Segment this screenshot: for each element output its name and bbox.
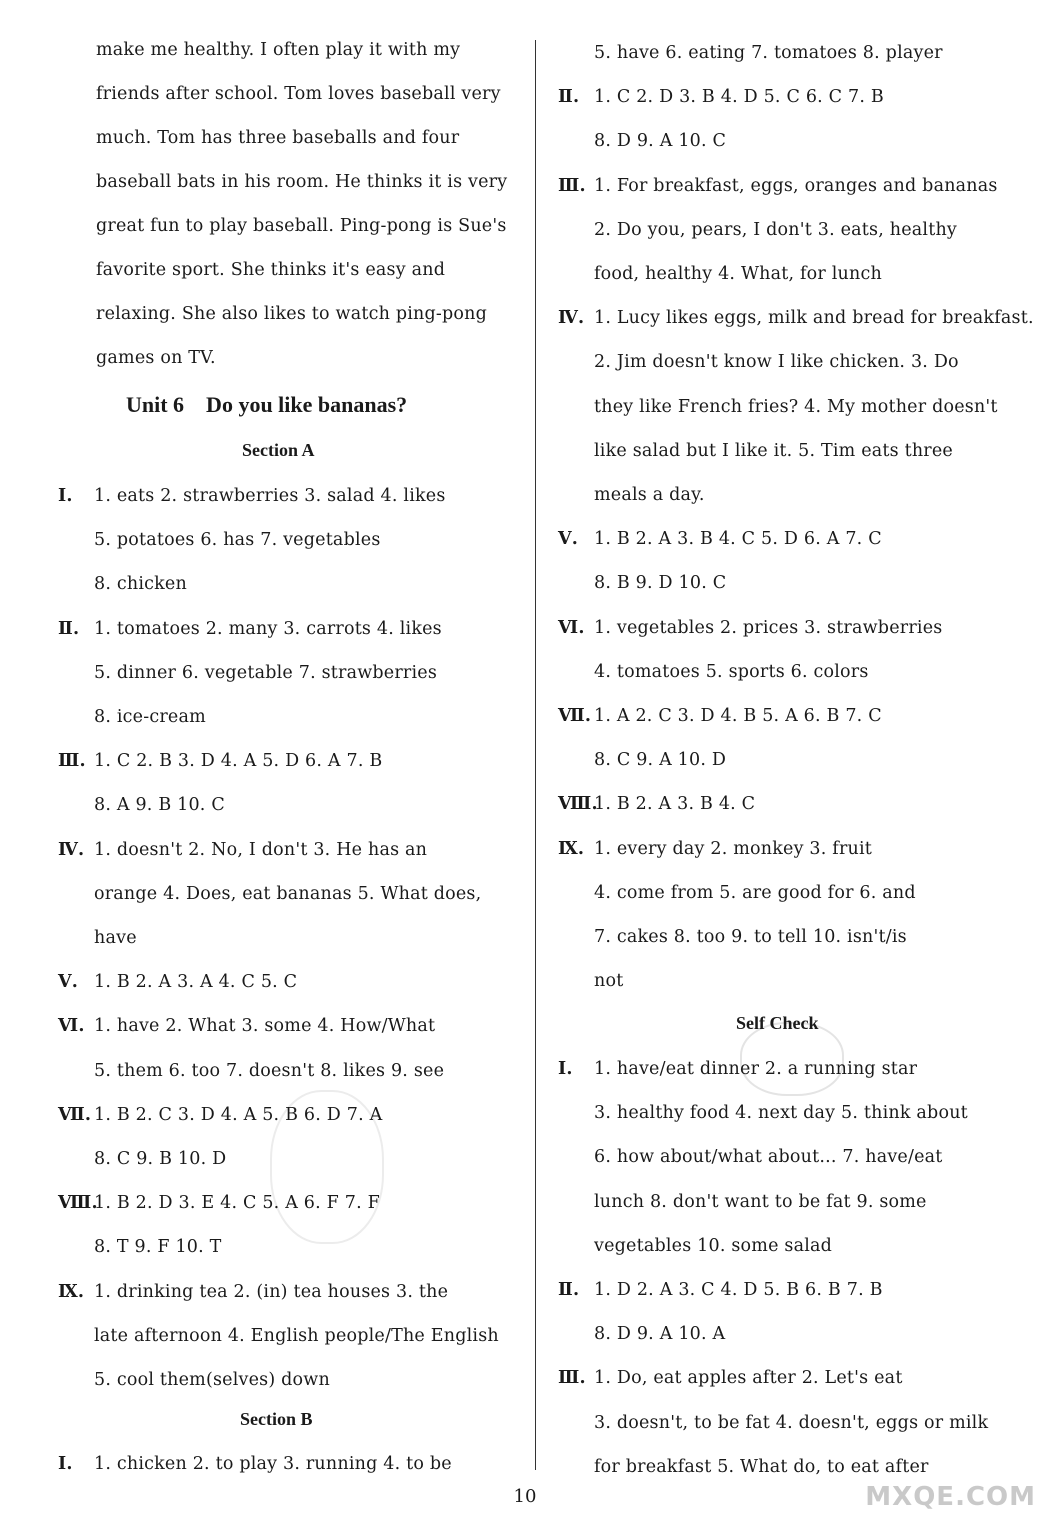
answer-line [558,1278,883,1302]
answer-line [558,616,942,640]
answer-text: like salad but I like it. 5. Tim eats three [594,440,953,461]
answer-text: 5. potatoes 6. has 7. vegetables [94,530,381,551]
exercise-numeral: Ⅱ. [558,87,580,108]
answer-text: 1. C 2. B 3. D 4. A 5. D 6. A 7. B [94,751,383,772]
answer-text: food, healthy 4. What, for lunch [594,264,882,284]
answer-line [558,837,872,861]
answer-line [58,838,427,862]
answer-text: 1. have 2. What 3. some 4. How/What [94,1016,436,1037]
exercise-numeral: Ⅵ. [58,1016,85,1037]
answer-text: 8. A 9. B 10. C [94,795,225,816]
exercise-numeral: Ⅱ. [558,1280,580,1300]
answer-line [58,1280,448,1304]
answer-text: 8. D 9. A 10. C [594,131,727,152]
answer-text: for breakfast 5. What do, to eat after [594,1456,929,1477]
answer-line [58,1235,222,1259]
answer-text: 1. drinking tea 2. (in) tea houses 3. the [94,1281,449,1302]
answer-line [58,661,437,685]
answer-text: 8. C 9. B 10. D [94,1149,227,1169]
answer-text: 8. D 9. A 10. A [594,1324,726,1345]
answer-line [58,617,442,641]
answer-line [558,1455,929,1479]
answer-text: vegetables 10. some salad [594,1235,833,1256]
answer-text: they like French fries? 4. My mother doesn't [594,396,998,417]
answer-text: 2. Do you, pears, I don't 3. eats, healthy [594,219,957,240]
answer-line [58,572,187,596]
answer-line [558,881,916,905]
answer-text: 8. chicken [94,574,187,595]
answer-text: 1. B 2. A 3. B 4. C 5. D 6. A 7. C [594,529,882,550]
answer-text: meals a day. [594,485,705,505]
exercise-numeral: Ⅷ. [558,794,598,815]
answer-line [558,174,998,198]
answer-text: 1. eats 2. strawberries 3. salad 4. likes [94,486,446,506]
answer-text: 1. have/eat dinner 2. a running star [594,1059,918,1079]
exercise-numeral: Ⅷ. [58,1193,98,1214]
answer-line [58,926,137,950]
answer-line [558,1057,917,1081]
answer-line [558,1145,943,1169]
answer-text: 4. come from 5. are good for 6. and [594,882,916,903]
answer-text: 5. cool them(selves) down [94,1370,330,1390]
exercise-numeral: Ⅴ. [58,972,79,993]
answer-line [558,41,943,65]
answer-line [558,395,998,419]
reading-paragraph-line: friends after school. Tom loves baseball very [96,84,501,104]
answer-line [58,484,446,508]
answer-line [558,704,882,728]
exercise-numeral: Ⅱ. [58,618,80,639]
exercise-numeral: Ⅸ. [558,838,585,859]
answer-line [58,793,225,817]
reading-paragraph-line: favorite sport. She thinks it's easy and [96,260,446,280]
answer-text: 1. Do, eat apples after 2. Let's eat [594,1368,903,1389]
answer-line [58,528,381,552]
answer-text: 1. tomatoes 2. many 3. carrots 4. likes [94,618,442,639]
answer-text: 5. have 6. eating 7. tomatoes 8. player [594,43,943,63]
answer-text: 3. doesn't, to be fat 4. doesn't, eggs or milk [594,1412,989,1433]
exercise-numeral: Ⅰ. [58,486,73,506]
answer-line [58,1452,452,1476]
answer-line [558,350,959,374]
answer-line [558,85,884,109]
answer-line [558,1366,903,1390]
answer-text: 1. For breakfast, eggs, oranges and bananas [594,175,998,196]
answer-line [558,129,726,153]
answer-line [558,262,882,286]
answer-text: 8. C 9. A 10. D [594,750,727,771]
answer-text: 6. how about/what about... 7. have/eat [594,1147,943,1168]
exercise-numeral: Ⅲ. [558,175,586,196]
answer-text: 1. vegetables 2. prices 3. strawberries [594,617,943,638]
exercise-numeral: Ⅵ. [558,617,585,638]
reading-paragraph-line: relaxing. She also likes to watch ping-pong [96,304,488,324]
answer-line [558,1234,832,1258]
section-b-heading: Section B [240,1409,313,1429]
answer-text: have [94,928,137,948]
answer-text: 1. doesn't 2. No, I don't 3. He has an [94,839,428,860]
answer-line [558,748,726,772]
exercise-numeral: Ⅲ. [558,1368,586,1389]
unit-title: Unit 6 Do you like bananas? [126,392,408,417]
answer-line [558,571,726,595]
answer-line [558,792,755,816]
answer-line [58,1014,435,1038]
exercise-numeral: Ⅲ. [58,751,86,772]
answer-text: 1. every day 2. monkey 3. fruit [594,838,873,859]
answer-text: 1. B 2. C 3. D 4. A 5. B 6. D 7. A [94,1104,383,1125]
reading-paragraph-line: games on TV. [96,348,216,368]
answer-text: 4. tomatoes 5. sports 6. colors [594,661,869,682]
exercise-numeral: Ⅸ. [58,1281,85,1302]
answer-line [558,1101,968,1125]
answer-text: 5. dinner 6. vegetable 7. strawberries [94,662,438,683]
exercise-numeral: Ⅳ. [558,308,585,329]
answer-text: orange 4. Does, eat bananas 5. What does, [94,883,482,904]
answer-text: 8. T 9. F 10. T [94,1237,222,1258]
answer-line [558,218,957,242]
answer-line [558,483,705,507]
exercise-numeral: Ⅴ. [558,529,579,550]
reading-paragraph-line: baseball bats in his room. He thinks it is very [96,172,508,192]
answer-text: 7. cakes 8. too 9. to tell 10. isn't/is [594,927,907,947]
answer-text: 2. Jim doesn't know I like chicken. 3. Do [594,352,959,373]
answer-text: 1. Lucy likes eggs, milk and bread for breakfast. [594,308,1034,329]
reading-paragraph-line: much. Tom has three baseballs and four [96,128,460,148]
answer-line [58,882,481,906]
answer-line [58,1368,330,1392]
reading-paragraph-line: great fun to play baseball. Ping-pong is Sue's [96,216,507,236]
answer-text: 1. A 2. C 3. D 4. B 5. A 6. B 7. C [594,706,882,726]
answer-line [58,1191,380,1215]
answer-line [58,1324,499,1348]
answer-line [558,527,882,551]
self-check-heading: Self Check [736,1013,819,1033]
answer-text: 1. B 2. D 3. E 4. C 5. A 6. F 7. F [94,1193,380,1214]
answer-line [558,925,907,949]
answer-text: 1. B 2. A 3. A 4. C 5. C [94,972,298,993]
answer-text: 1. B 2. A 3. B 4. C [594,794,756,815]
section-a-heading: Section A [242,440,315,460]
answer-text: 5. them 6. too 7. doesn't 8. likes 9. see [94,1060,445,1081]
answer-line [58,1103,382,1127]
exercise-numeral: Ⅳ. [58,839,85,860]
exercise-numeral: Ⅰ. [58,1454,73,1474]
answer-line [558,660,869,684]
answer-text: 1. D 2. A 3. C 4. D 5. B 6. B 7. B [594,1280,883,1300]
watermark-text: MXQE.COM [865,1482,1036,1512]
answer-line [558,969,623,993]
column-divider [535,40,536,1470]
answer-line [558,1411,988,1435]
answer-line [58,970,297,994]
answer-line [58,1059,444,1083]
answer-line [558,1322,725,1346]
answer-text: not [594,971,624,992]
answer-text: 3. healthy food 4. next day 5. think about [594,1103,968,1124]
exercise-numeral: Ⅶ. [558,706,592,726]
answer-text: late afternoon 4. English people/The English [94,1325,499,1346]
answer-text: lunch 8. don't want to be fat 9. some [594,1191,927,1212]
answer-text: 8. B 9. D 10. C [594,573,727,594]
reading-paragraph-line: make me healthy. I often play it with my [96,40,461,60]
answer-line [558,306,1034,330]
answer-text: 8. ice-cream [94,707,206,727]
answer-line [58,705,206,729]
answer-line [558,1190,927,1214]
answer-text: 1. C 2. D 3. B 4. D 5. C 6. C 7. B [594,87,884,108]
exercise-numeral: Ⅶ. [58,1104,92,1125]
page-number: 10 [513,1486,537,1507]
answer-line [58,749,382,773]
answer-line [558,439,953,463]
exercise-numeral: Ⅰ. [558,1059,573,1079]
answer-text: 1. chicken 2. to play 3. running 4. to be [94,1454,452,1474]
answer-line [58,1147,226,1171]
